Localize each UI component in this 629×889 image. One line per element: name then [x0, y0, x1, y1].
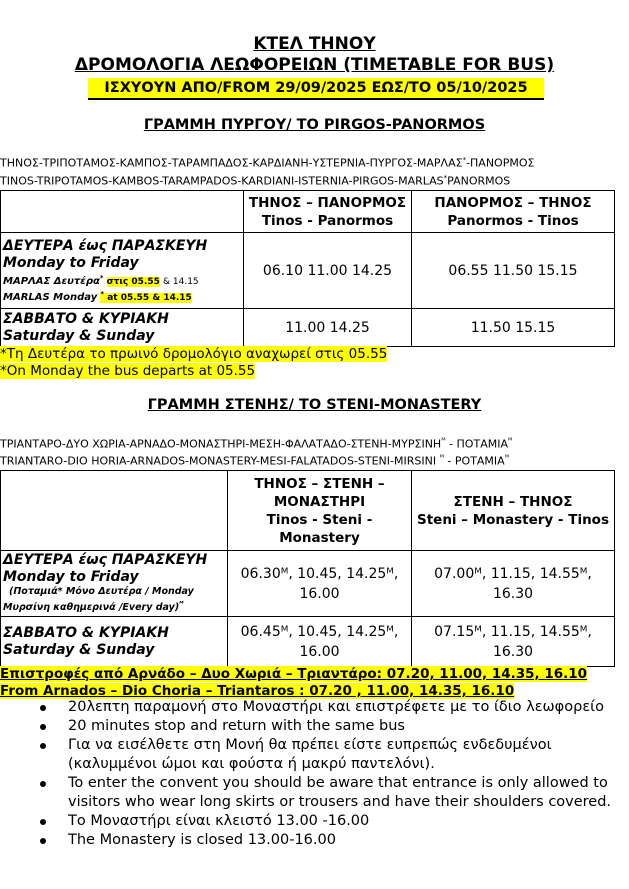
- route1-stops-greek: ΤΗΝΟΣ-ΤΡΙΠΟΤΑΜΟΣ-ΚΑΜΠΟΣ-ΤΑΡΑΜΠΑΔΟΣ-ΚΑΡΔΙΑΝΗ-ΥΣΤΕΡΝΙΑ-ΠΥΡΓΟΣ-ΜΑΡΛΑΣ*-ΠΑΝΟΡΜΟΣ: [0, 156, 535, 170]
- bullet-icon: [40, 781, 46, 787]
- bullet-icon: [40, 838, 46, 844]
- table-row: [1, 551, 615, 617]
- col-steni-tinos: ΣΤΕΝΗ – ΤΗΝΟΣ Steni – Monastery - Tinos: [412, 471, 615, 551]
- route1-footnote-english: *On Monday the bus departs at 05.55: [0, 363, 256, 379]
- route2-stops-greek: ΤΡΙΑΝΤΑΡΟ-ΔΥΟ ΧΩΡΙΑ-$APNA\Delta O-MONA\Sigma THPI-ME\Sigma H-\Phi A\Lambda ATA\Delta O-\Sigma TENH-M\Upsilon P\Sigma INH^ᴹ - \Pi OTAMIA^ᴹ$: [0, 436, 513, 451]
- route2-timetable: [0, 470, 615, 667]
- row-label-weekdays: ΔΕΥΤΕΡΑ έως ΠΑΡΑΣΚΕΥΗ Monday to Friday ΜΑΡΛΑΣ Δευτέρα* στις 05.55 & 14.15 MARLAS Monday * at 05.55 & 14.15: [1, 233, 244, 309]
- table-header-row: [1, 191, 615, 233]
- col-tinos-panormos: ΤΗΝΟΣ – ΠΑΝΟΡΜΟΣ Tinos - Panormos: [244, 191, 412, 233]
- bullet-icon: [40, 724, 46, 730]
- list-item: To enter the convent you should be aware that entrance is only allowed to visitors who wear long skirts or trousers and have their shoulders covered.: [36, 774, 621, 812]
- header-subtitle: ΔΡΟΜΟΛΟΓΙΑ ΛΕΩΦΟΡΕΙΩΝ (TIMETABLE FOR BUS): [74, 55, 555, 75]
- notes-list: [36, 698, 621, 850]
- list-item: 20 minutes stop and return with the same bus: [36, 717, 621, 736]
- header-title: ΚΤΕΛ ΤΗΝΟΥ: [253, 34, 376, 54]
- validity-banner: [88, 78, 544, 98]
- bullet-icon: [40, 705, 46, 711]
- return-times-english: From Arnados – Dio Choria – Triantaros : 07.20 , 11.00, 14.35, 16.10: [0, 683, 515, 699]
- list-item: 20λεπτη παραμονή στο Μοναστήρι και επιστρέφετε με το ίδιο λεωφορείο: [36, 698, 621, 717]
- list-item: Για να εισέλθετε στη Μονή θα πρέπει είστε ευπρεπώς ενδεδυμένοι (καλυμμένοι ώμοι και φούστα ή μακρύ παντελόνι).: [36, 736, 621, 774]
- list-item: Το Μοναστήρι είναι κλειστό 13.00 -16.00: [36, 812, 621, 831]
- weekday-departures-panormos: 06.55 11.50 15.15: [412, 233, 615, 309]
- route1-stops-english: TINOS-TRIPOTAMOS-KAMBOS-TARAMPADOS-KARDIANI-ISTERNIA-PIRGOS-MARLAS*PANORMOS: [0, 174, 511, 188]
- table-row: [1, 233, 615, 309]
- row-label-weekend: ΣΑΒΒΑΤΟ & ΚΥΡΙΑΚΗ Saturday & Sunday: [1, 309, 244, 347]
- row-label-weekdays: ΔΕΥΤΕΡΑ έως ΠΑΡΑΣΚΕΥΗ Monday to Friday (Ποταμιά* Μόνο Δευτέρα / Monday Μυρσίνη καθημερινά /Every day)$^ᴹ$: [1, 551, 228, 617]
- list-item: The Monastery is closed 13.00-16.00: [36, 831, 621, 850]
- bullet-icon: [40, 743, 46, 749]
- weekend-departures-tinos: 06.45ᴹ, 10.45, 14.25ᴹ, 16.00: [228, 617, 412, 667]
- weekend-departures-tinos: 11.00 14.25: [244, 309, 412, 347]
- weekend-departures-steni: 07.15ᴹ, 11.15, 14.55ᴹ, 16.30: [412, 617, 615, 667]
- bullet-icon: [40, 819, 46, 825]
- route1-footnote-greek: *Τη Δευτέρα το πρωινό δρομολόγιο αναχωρεί στις 05.55: [0, 346, 388, 362]
- route2-stops-english: TRIANTARO-DIO HORIA-ARNADOS-MONASTERY-MESI-FALATADOS-STENI-MIRSINI $^ᴹ - POTAMIA^ᴹ$: [0, 453, 510, 468]
- route2-title: ΓΡΑΜΜΗ ΣΤΕΝΗΣ/ ΤΟ STENI-MONASTERY: [147, 397, 482, 413]
- weekday-departures-steni: 07.00ᴹ, 11.15, 14.55ᴹ, 16.30: [412, 551, 615, 617]
- col-tinos-steni: ΤΗΝΟΣ – ΣΤΕΝΗ – ΜΟΝΑΣΤΗΡΙ Tinos - Steni - Monastery: [228, 471, 412, 551]
- weekday-departures-tinos: 06.30ᴹ, 10.45, 14.25ᴹ, 16.00: [228, 551, 412, 617]
- col-panormos-tinos: ΠΑΝΟΡΜΟΣ – ΤΗΝΟΣ Panormos - Tinos: [412, 191, 615, 233]
- weekday-departures-tinos: 06.10 11.00 14.25: [244, 233, 412, 309]
- row-label-weekend: ΣΑΒΒΑΤΟ & ΚΥΡΙΑΚΗ Saturday & Sunday: [1, 617, 228, 667]
- return-times-greek: Επιστροφές από Αρνάδο – Δυο Χωριά – Τριαντάρο: 07.20, 11.00, 14.35, 16.10: [0, 666, 588, 682]
- route1-title: ΓΡΑΜΜΗ ΠΥΡΓΟΥ/ ΤΟ PIRGOS-PANORMOS: [143, 117, 486, 133]
- route1-timetable: [0, 190, 615, 347]
- table-row: [1, 617, 615, 667]
- table-header-row: [1, 471, 615, 551]
- table-row: [1, 309, 615, 347]
- validity-text: ΙΣΧΥΟΥΝ ΑΠΟ/FROM 29/09/2025 ΕΩΣ/ΤΟ 05/10/2025: [88, 78, 544, 100]
- weekend-departures-panormos: 11.50 15.15: [412, 309, 615, 347]
